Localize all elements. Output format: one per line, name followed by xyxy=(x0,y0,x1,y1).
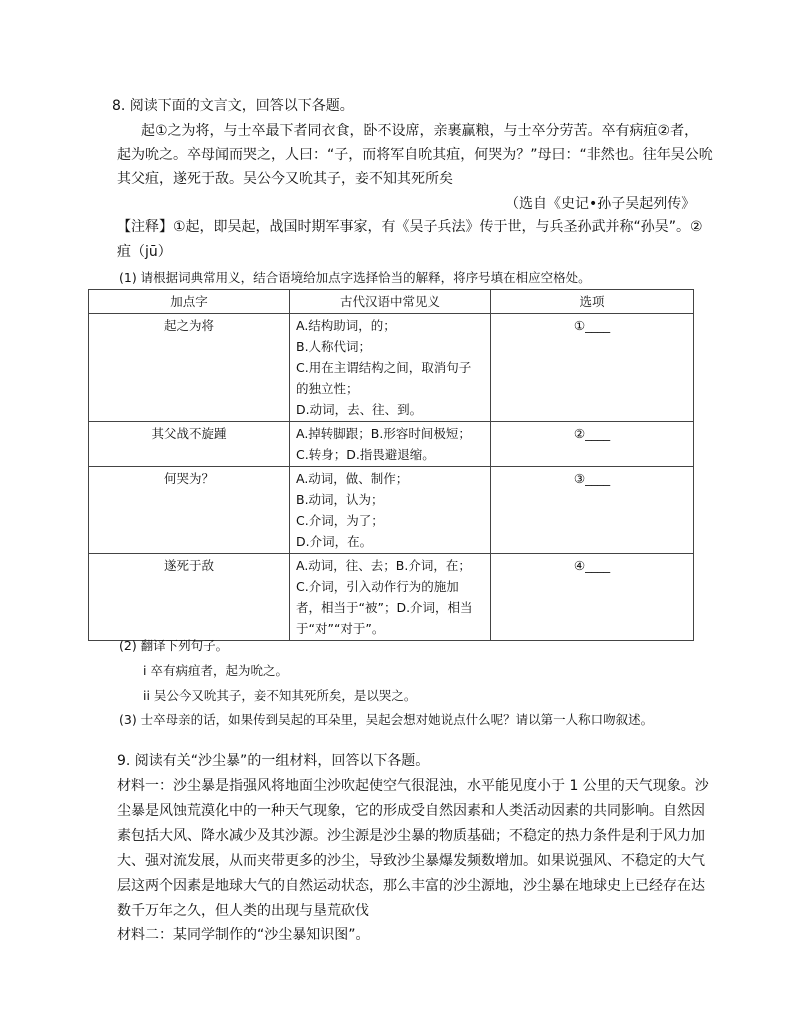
material-1-line-3: 素包括大风、降水减少及其沙源。沙尘源是沙尘暴的物质基础；不稳定的热力条件是利于风力加 xyxy=(117,828,705,844)
sub-question-1: (1) 请根据词典常用义，结合语境给加点字选择恰当的解释，将序号填在相应空格处。 xyxy=(119,270,591,285)
translate-sentence-ii: ii 吴公今又吮其子，妾不知其死所矣，是以哭之。 xyxy=(143,688,417,703)
material-1-line-6: 数千万年之久，但人类的出现与垦荒砍伐 xyxy=(117,903,369,919)
passage-line-3: 其父疽，遂死于敌。吴公今又吮其子，妾不知其死所矣 xyxy=(117,171,453,187)
material-2: 材料二：某同学制作的“沙尘暴知识图”。 xyxy=(117,927,370,943)
row-phrase: 其父战不旋踵 xyxy=(89,422,290,467)
annotation-line-2: 疽（jū） xyxy=(117,244,172,260)
sub-question-2: (2) 翻译下列句子。 xyxy=(119,638,229,653)
material-1-line-4: 大、强对流发展，从而夹带更多的沙尘，导致沙尘暴爆发频数增加。如果说强风、不稳定的大气 xyxy=(117,853,705,869)
row-phrase: 遂死于敌 xyxy=(89,554,290,641)
passage-source: （选自《史记•孙子吴起列传》 xyxy=(505,196,696,212)
table-header-row xyxy=(89,290,694,314)
sub-question-3: (3) 士卒母亲的话，如果传到吴起的耳朵里，吴起会想对她说点什么呢？请以第一人称口吻叙述。 xyxy=(119,712,654,727)
question-8-title: 8. 阅读下面的文言文，回答以下各题。 xyxy=(112,98,354,114)
answer-blank-3[interactable]: ③____ xyxy=(491,467,694,554)
annotation-line-1: 【注释】①起，即吴起，战国时期军事家，有《吴子兵法》传于世，与兵圣孙武并称“孙吴”。② xyxy=(117,219,703,235)
header-option: 选项 xyxy=(491,290,694,314)
answer-blank-2[interactable]: ②____ xyxy=(491,422,694,467)
table-row xyxy=(89,422,694,467)
material-1-line-1: 材料一：沙尘暴是指强风将地面尘沙吹起使空气很混浊，水平能见度小于 1 公里的天气现象。沙 xyxy=(117,778,709,794)
table-row xyxy=(89,554,694,641)
vocabulary-table xyxy=(88,289,694,641)
passage-line-1: 起①之为将，与士卒最下者同衣食，卧不设席，亲裹赢粮，与士卒分劳苦。卒有病疽②者， xyxy=(141,123,699,139)
row-meanings: A.动词，往、去；B.介词，在； C.介词，引入动作行为的施加 者，相当于“被”；D.介词，相当 于“对”“对于”。 xyxy=(290,554,491,641)
table-row xyxy=(89,467,694,554)
translate-sentence-i: i 卒有病疽者，起为吮之。 xyxy=(143,663,288,678)
row-meanings: A.动词，做、制作； B.动词，认为； C.介词，为了； D.介词，在。 xyxy=(290,467,491,554)
passage-line-2: 起为吮之。卒母闻而哭之，人曰：“子，而将军自吮其疽，何哭为？”母曰：“非然也。往年吴公吮 xyxy=(117,147,713,163)
row-phrase: 何哭为？ xyxy=(89,467,290,554)
header-meanings: 古代汉语中常见义 xyxy=(290,290,491,314)
header-phrase: 加点字 xyxy=(89,290,290,314)
question-9-title: 9. 阅读有关“沙尘暴”的一组材料，回答以下各题。 xyxy=(117,753,430,769)
answer-blank-1[interactable]: ①____ xyxy=(491,314,694,422)
material-1-line-5: 层这两个因素是地球大气的自然运动状态，那么丰富的沙尘源地，沙尘暴在地球史上已经存在达 xyxy=(117,878,705,894)
material-1-line-2: 尘暴是风蚀荒漠化中的一种天气现象，它的形成受自然因素和人类活动因素的共同影响。自然因 xyxy=(117,803,705,819)
answer-blank-4[interactable]: ④____ xyxy=(491,554,694,641)
row-meanings: A.掉转脚跟；B.形容时间极短； C.转身；D.指畏避退缩。 xyxy=(290,422,491,467)
table-row xyxy=(89,314,694,422)
row-meanings: A.结构助词，的； B.人称代词； C.用在主谓结构之间，取消句子 的独立性； D.动词，去、往、到。 xyxy=(290,314,491,422)
row-phrase: 起之为将 xyxy=(89,314,290,422)
